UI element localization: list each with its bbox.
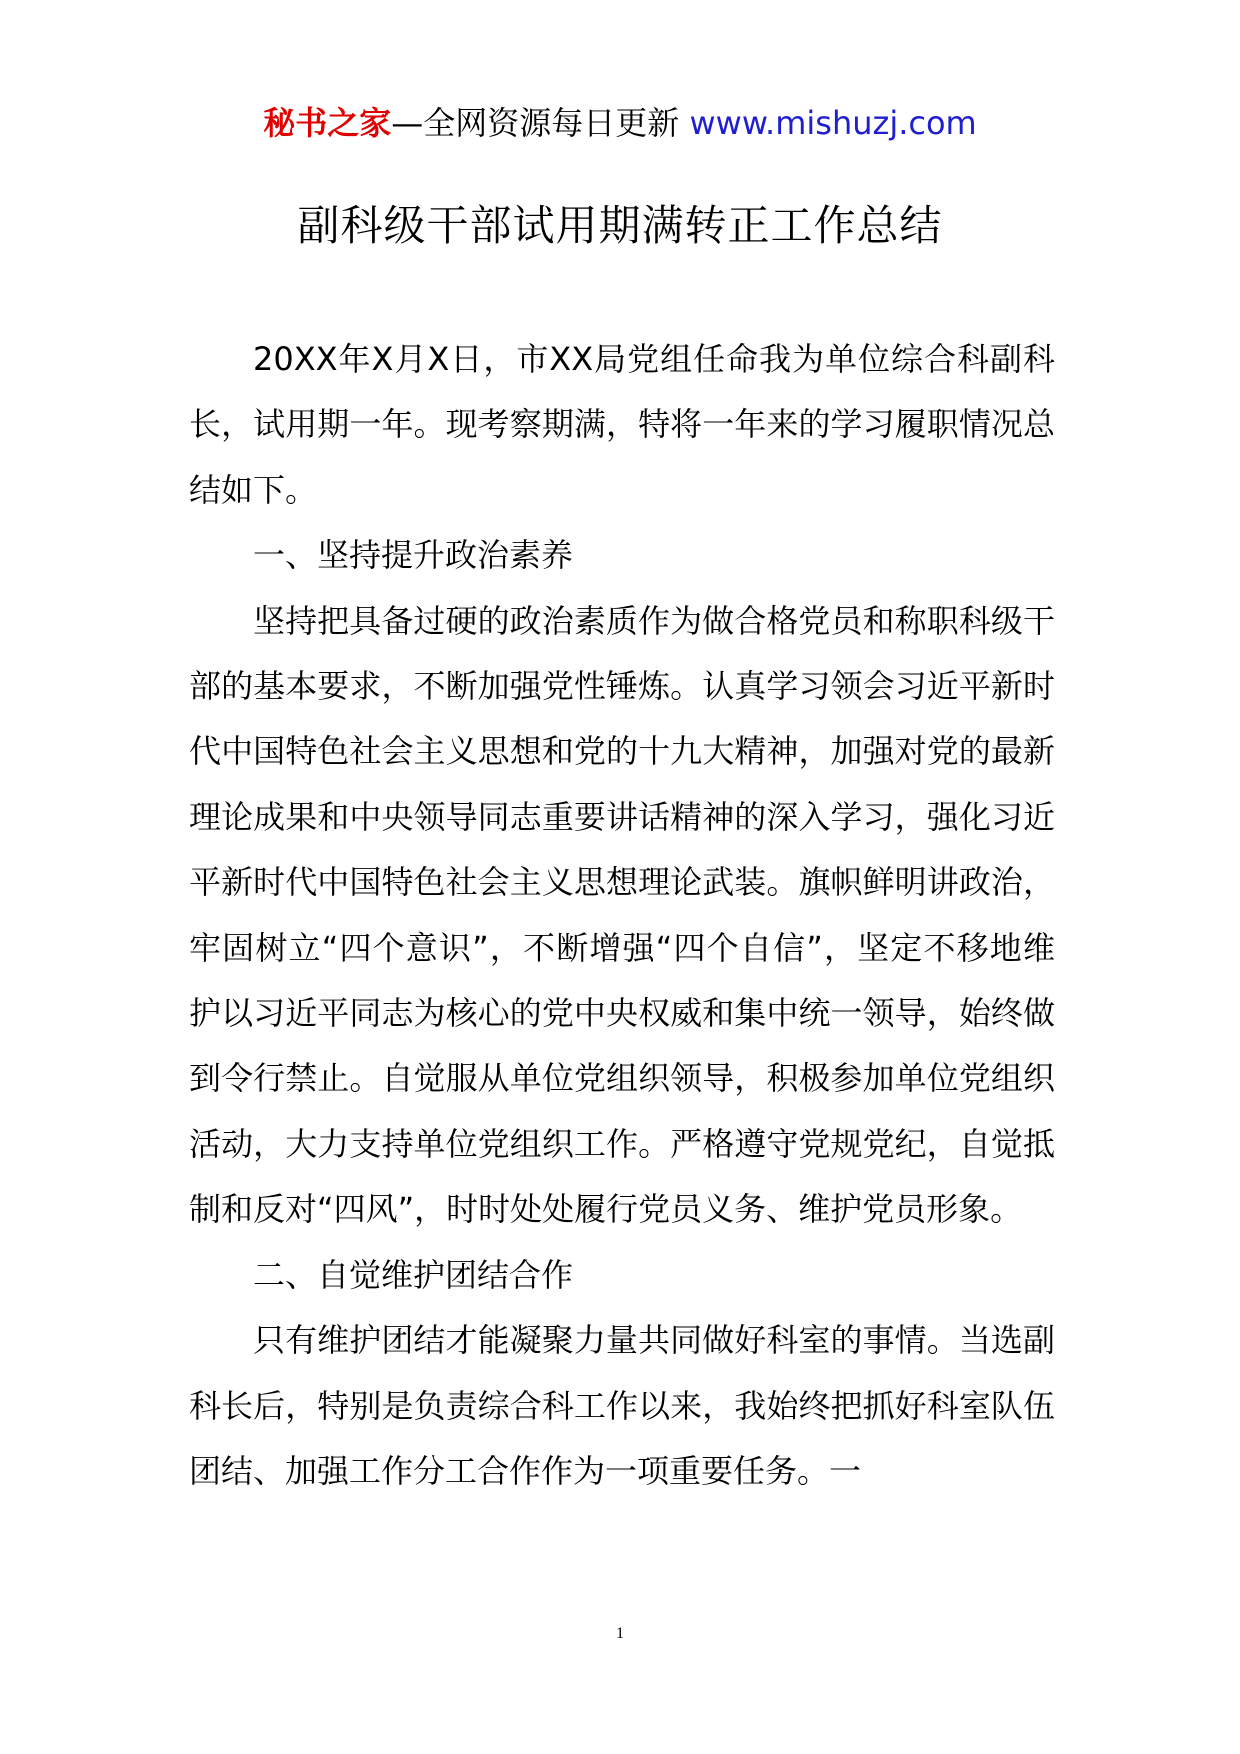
section-heading-2: 二、自觉维护团结合作 (253, 1255, 574, 1294)
document-title: 副科级干部试用期满转正工作总结 (297, 201, 943, 250)
intro-paragraph: 20XX年X月X日，市XX局党组任命我为单位综合科副科长，试用期一年。现考察期满，特将一年来的学习履职情况总结如下。 (189, 340, 1055, 509)
section-2-paragraph: 只有维护团结才能凝聚力量共同做好科室的事情。当选副科长后，特别是负责综合科工作以来，我始终把抓好科室队伍团结、加强工作分工合作作为一项重要任务。一 (189, 1321, 1055, 1490)
site-tagline: —全网资源每日更新 (391, 104, 680, 142)
page-number: 1 (616, 1625, 624, 1642)
site-header (0, 101, 1240, 145)
section-1-paragraph: 坚持把具备过硬的政治素质作为做合格党员和称职科级干部的基本要求，不断加强党性锤炼。认真学习领会习近平新时代中国特色社会主义思想和党的十九大精神，加强对党的最新理论成果和中央领导同志重要讲话精神的深入学习，强化习近平新时代中国特色社会主义思想理论武装。旗帜鲜明讲政治，牢固树立“四个意识”，不断增强“四个自信”，坚定不移地维护以习近平同志为核心的党中央权威和集中统一领导，始终做到令行禁止。自觉服从单位党组织领导，积极参加单位党组织活动，大力支持单位党组织工作。严格遵守党规党纪，自觉抵制和反对“四风”，时时处处履行党员义务、维护党员形象。 (189, 601, 1055, 1229)
site-brand: 秘书之家 (263, 104, 392, 142)
document-body (189, 327, 1055, 1504)
site-url-link[interactable]: www.mishuzj.com (689, 104, 977, 142)
section-heading-1: 一、坚持提升政治素养 (253, 536, 574, 575)
